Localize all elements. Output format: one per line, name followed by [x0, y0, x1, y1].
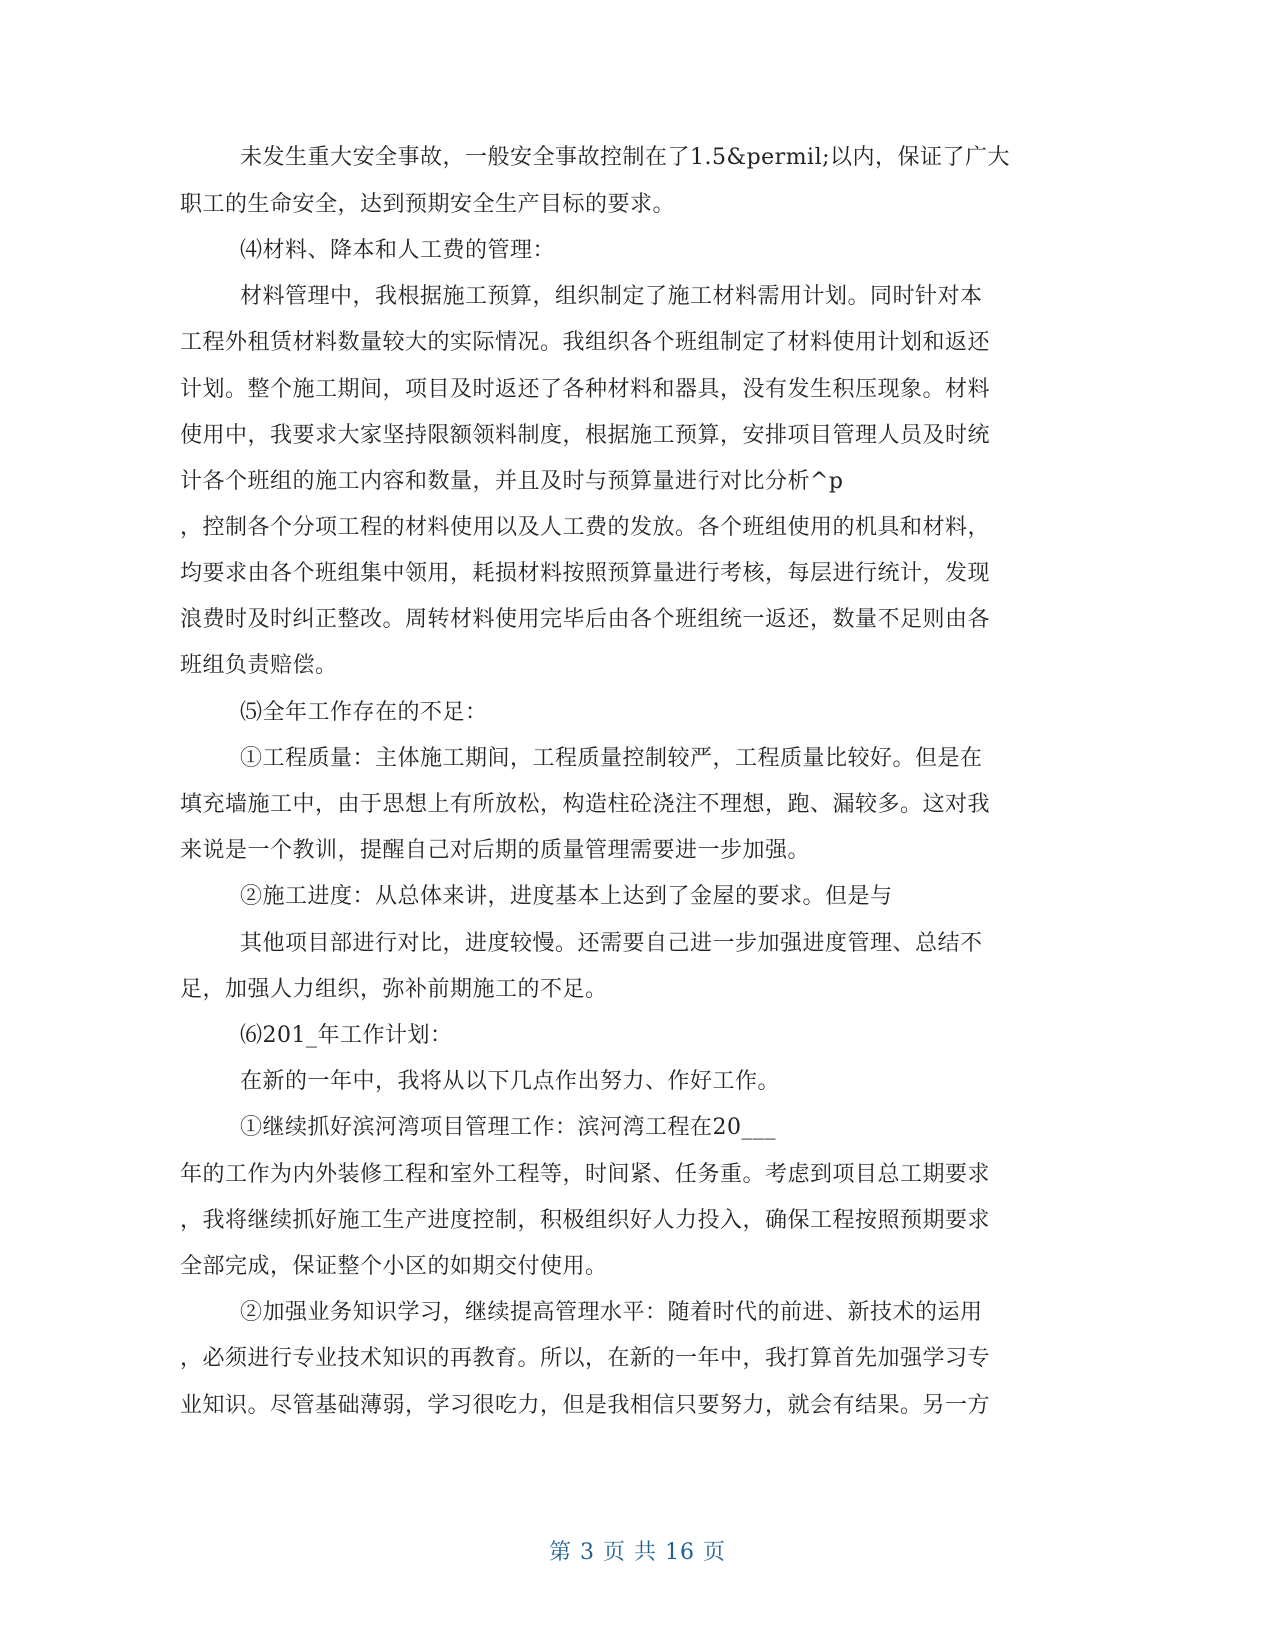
text-line-28: 业知识。尽管基础薄弱，学习很吃力，但是我相信只要努力，就会有结果。另一方 — [180, 1393, 991, 1418]
text-line-18: 其他项目部进行对比，进度较慢。还需要自己进一步加强进度管理、总结不 — [240, 931, 983, 956]
text-line-21: 在新的一年中，我将从以下几点作出努力、作好工作。 — [240, 1069, 781, 1094]
text-line-4: 材料管理中，我根据施工预算，组织制定了施工材料需用计划。同时针对本 — [240, 284, 983, 309]
text-line-1: 未发生重大安全事故，一般安全事故控制在了1.5&permil;以内，保证了广大 — [240, 145, 1011, 170]
text-line-5: 工程外租赁材料数量较大的实际情况。我组织各个班组制定了材料使用计划和返还 — [180, 330, 991, 355]
text-line-20: ⑹201_年工作计划： — [240, 1023, 453, 1048]
text-line-27: ，必须进行专业技术知识的再教育。所以，在新的一年中，我打算首先加强学习专 — [180, 1346, 991, 1371]
text-line-17: ②施工进度：从总体来讲，进度基本上达到了金屋的要求。但是与 — [240, 884, 893, 909]
text-line-15: 填充墙施工中，由于思想上有所放松，构造柱砼浇注不理想，跑、漏较多。这对我 — [180, 792, 991, 817]
text-line-26: ②加强业务知识学习，继续提高管理水平：随着时代的前进、新技术的运用 — [240, 1300, 983, 1325]
text-line-12: 班组负责赔偿。 — [180, 653, 338, 678]
text-line-7: 使用中，我要求大家坚持限额领料制度，根据施工预算，安排项目管理人员及时统 — [180, 423, 991, 448]
text-line-8: 计各个班组的施工内容和数量，并且及时与预算量进行对比分析^p — [180, 469, 844, 494]
text-line-2: 职工的生命安全，达到预期安全生产目标的要求。 — [180, 192, 676, 217]
text-line-9: ，控制各个分项工程的材料使用以及人工费的发放。各个班组使用的机具和材料， — [180, 515, 991, 540]
text-line-10: 均要求由各个班组集中领用，耗损材料按照预算量进行考核，每层进行统计，发现 — [180, 561, 991, 586]
text-line-14: ①工程质量：主体施工期间，工程质量控制较严，工程质量比较好。但是在 — [240, 746, 983, 771]
text-line-16: 来说是一个教训，提醒自己对后期的质量管理需要进一步加强。 — [180, 838, 811, 863]
text-line-11: 浪费时及时纠正整改。周转材料使用完毕后由各个班组统一返还，数量不足则由各 — [180, 607, 991, 632]
page-footer — [0, 1538, 1275, 1568]
text-line-22: ①继续抓好滨河湾项目管理工作：滨河湾工程在20___ — [240, 1115, 776, 1140]
text-line-23: 年的工作为内外装修工程和室外工程等，时间紧、任务重。考虑到项目总工期要求 — [180, 1162, 991, 1187]
text-line-3: ⑷材料、降本和人工费的管理： — [240, 238, 556, 263]
text-line-25: 全部完成，保证整个小区的如期交付使用。 — [180, 1254, 608, 1279]
text-line-13: ⑸全年工作存在的不足： — [240, 700, 488, 725]
text-line-19: 足，加强人力组织，弥补前期施工的不足。 — [180, 977, 608, 1002]
page-number-label: 第 3 页 共 16 页 — [549, 1540, 726, 1565]
text-line-24: ，我将继续抓好施工生产进度控制，积极组织好人力投入，确保工程按照预期要求 — [180, 1208, 991, 1233]
text-line-6: 计划。整个施工期间，项目及时返还了各种材料和器具，没有发生积压现象。材料 — [180, 377, 991, 402]
